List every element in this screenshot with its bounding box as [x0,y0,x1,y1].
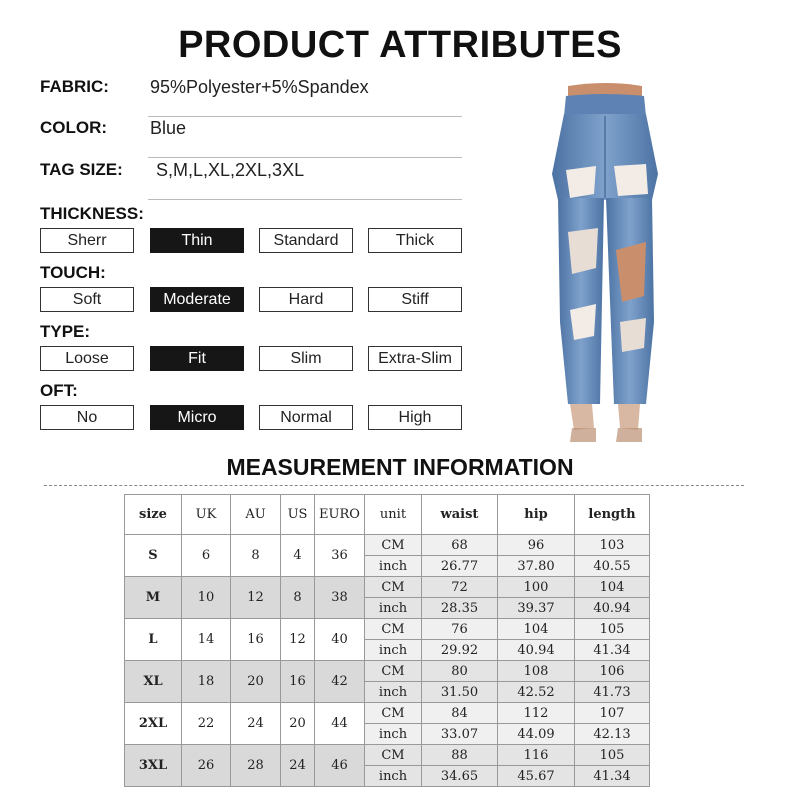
length-cell: 105 [575,745,650,766]
attr-value: 95%Polyester+5%Spandex [150,77,369,97]
length-cell: 105 [575,619,650,640]
size-cell: S [125,535,182,577]
waist-cell: 72 [422,577,498,598]
hip-cell: 37.80 [498,556,575,577]
euro-cell: 38 [315,577,365,619]
euro-cell: 42 [315,661,365,703]
waist-cell: 31.50 [422,682,498,703]
us-cell: 4 [281,535,315,577]
option-box: Stiff [368,287,462,312]
length-cell: 41.73 [575,682,650,703]
uk-cell: 22 [182,703,231,745]
oft-options [40,405,464,431]
header-cell: hip [498,495,575,535]
touch-options [40,287,464,313]
header-cell: UK [182,495,231,535]
length-cell: 107 [575,703,650,724]
au-cell: 12 [231,577,281,619]
attr-value: Blue [150,118,187,138]
length-cell: 40.55 [575,556,650,577]
header-cell: EURO [315,495,365,535]
thickness-options [40,228,464,254]
header-cell: size [125,495,182,535]
touch-label: TOUCH: [40,263,106,282]
attr-row-fabric [40,77,462,117]
attr-value: S,M,L,XL,2XL,3XL [156,160,305,180]
option-box: Thick [368,228,462,253]
table-row [125,661,650,682]
au-cell: 24 [231,703,281,745]
size-cell: 2XL [125,703,182,745]
header-cell: waist [422,495,498,535]
au-cell: 16 [231,619,281,661]
table-header-row [125,495,650,535]
unit-cell: CM [365,535,422,556]
uk-cell: 6 [182,535,231,577]
unit-cell: CM [365,703,422,724]
table-row [125,619,650,640]
hip-cell: 42.52 [498,682,575,703]
unit-cell: inch [365,640,422,661]
us-cell: 12 [281,619,315,661]
unit-cell: CM [365,577,422,598]
length-cell: 41.34 [575,640,650,661]
length-cell: 41.34 [575,766,650,787]
page-title: PRODUCT ATTRIBUTES [178,24,622,66]
unit-cell: CM [365,661,422,682]
length-cell: 40.94 [575,598,650,619]
uk-cell: 14 [182,619,231,661]
attr-row-color [40,118,462,158]
unit-cell: inch [365,556,422,577]
uk-cell: 10 [182,577,231,619]
option-box: Soft [40,287,134,312]
thickness-label: THICKNESS: [40,204,144,223]
waist-cell: 88 [422,745,498,766]
option-box: Extra-Slim [368,346,462,371]
unit-cell: inch [365,598,422,619]
hip-cell: 100 [498,577,575,598]
option-box: Loose [40,346,134,371]
length-cell: 106 [575,661,650,682]
option-box: Slim [259,346,353,371]
divider [148,116,462,117]
length-cell: 42.13 [575,724,650,745]
us-cell: 20 [281,703,315,745]
header-cell: AU [231,495,281,535]
au-cell: 8 [231,535,281,577]
waist-cell: 76 [422,619,498,640]
euro-cell: 44 [315,703,365,745]
euro-cell: 40 [315,619,365,661]
attr-label: TAG SIZE: [40,160,123,179]
option-box-selected: Micro [150,405,244,430]
attr-row-tag-size [40,160,462,200]
option-box-selected: Thin [150,228,244,253]
divider [148,199,462,200]
waist-cell: 28.35 [422,598,498,619]
option-box-selected: Fit [150,346,244,371]
waist-cell: 68 [422,535,498,556]
attr-label: FABRIC: [40,77,109,96]
unit-cell: CM [365,619,422,640]
option-box-selected: Moderate [150,287,244,312]
measurement-title: MEASUREMENT INFORMATION [226,454,574,480]
table-row [125,577,650,598]
waist-cell: 26.77 [422,556,498,577]
table-row [125,745,650,766]
au-cell: 28 [231,745,281,787]
hip-cell: 96 [498,535,575,556]
measurement-table [124,494,650,787]
header-cell: length [575,495,650,535]
size-cell: XL [125,661,182,703]
type-label: TYPE: [40,322,91,341]
divider [148,157,462,158]
type-options [40,346,464,372]
option-box: Standard [259,228,353,253]
hip-cell: 108 [498,661,575,682]
unit-cell: inch [365,682,422,703]
length-cell: 104 [575,577,650,598]
euro-cell: 46 [315,745,365,787]
header-cell: unit [365,495,422,535]
oft-label: OFT: [40,381,78,400]
uk-cell: 26 [182,745,231,787]
table-row [125,703,650,724]
us-cell: 16 [281,661,315,703]
unit-cell: inch [365,766,422,787]
us-cell: 24 [281,745,315,787]
hip-cell: 112 [498,703,575,724]
attr-label: COLOR: [40,118,108,137]
option-box: Normal [259,405,353,430]
us-cell: 8 [281,577,315,619]
jeans-product-image [530,82,680,444]
option-box: High [368,405,462,430]
waist-cell: 34.65 [422,766,498,787]
hip-cell: 116 [498,745,575,766]
size-cell: M [125,577,182,619]
au-cell: 20 [231,661,281,703]
table-row [125,535,650,556]
option-box: Sherr [40,228,134,253]
size-cell: 3XL [125,745,182,787]
waist-cell: 80 [422,661,498,682]
unit-cell: CM [365,745,422,766]
uk-cell: 18 [182,661,231,703]
option-box: Hard [259,287,353,312]
waist-cell: 33.07 [422,724,498,745]
hip-cell: 45.67 [498,766,575,787]
size-cell: L [125,619,182,661]
waist-cell: 29.92 [422,640,498,661]
unit-cell: inch [365,724,422,745]
length-cell: 103 [575,535,650,556]
hip-cell: 40.94 [498,640,575,661]
euro-cell: 36 [315,535,365,577]
hip-cell: 44.09 [498,724,575,745]
hip-cell: 39.37 [498,598,575,619]
waist-cell: 84 [422,703,498,724]
header-cell: US [281,495,315,535]
option-box: No [40,405,134,430]
dashed-divider [44,485,744,486]
hip-cell: 104 [498,619,575,640]
